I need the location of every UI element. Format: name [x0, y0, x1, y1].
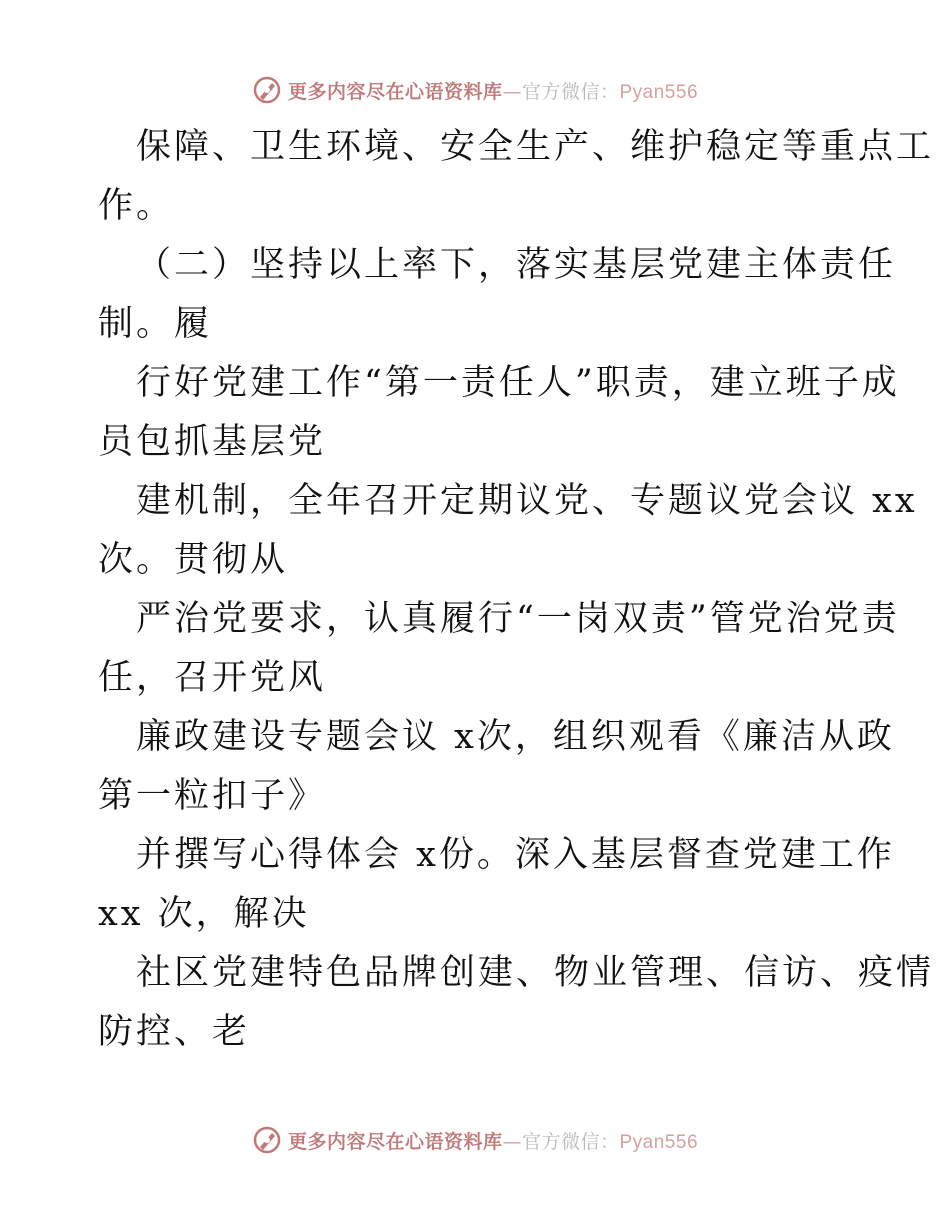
paragraph-line: 防控、老: [98, 1012, 251, 1052]
watermark-separator: —: [502, 80, 522, 103]
paragraph-line: 次。贯彻从: [98, 540, 289, 580]
paragraph-line: 行好党建工作“第一责任人”职责，建立班子成: [136, 363, 900, 403]
paragraph-line: 任，召开党风: [98, 658, 327, 698]
paragraph-line: 廉政建设专题会议 x次，组织观看《廉洁从政: [136, 717, 895, 757]
paragraph-line: 严治党要求，认真履行“一岗双责”管党治党责: [136, 599, 900, 639]
watermark-brand: 更多内容尽在心语资料库: [287, 80, 503, 103]
paragraph-line: （二）坚持以上率下，落实基层党建主体责任: [136, 245, 897, 285]
paragraph-line: 作。: [98, 186, 175, 226]
paragraph-line: 制。履: [98, 304, 213, 344]
paragraph-line: 并撰写心得体会 x份。深入基层督查党建工作: [136, 835, 895, 875]
watermark-separator: —: [502, 1130, 522, 1153]
header-watermark: [0, 72, 950, 108]
pen-logo-icon: [252, 75, 282, 105]
pen-logo-icon: [252, 1125, 282, 1155]
watermark-official-label: 官方微信：: [521, 1130, 620, 1153]
footer-watermark: [0, 1122, 950, 1158]
paragraph-line: 社区党建特色品牌创建、物业管理、信访、疫情: [136, 953, 935, 993]
watermark-wechat-id: Pyan556: [619, 1131, 699, 1153]
watermark-wechat-id: Pyan556: [619, 81, 699, 103]
watermark-text: [288, 1127, 698, 1154]
paragraph-line: 建机制，全年召开定期议党、专题议党会议 xx: [136, 481, 918, 521]
paragraph-line: 第一粒扣子》: [98, 776, 327, 816]
paragraph-line: 保障、卫生环境、安全生产、维护稳定等重点工: [136, 127, 935, 167]
paragraph-line: 员包抓基层党: [98, 422, 327, 462]
watermark-text: [288, 77, 698, 104]
watermark-official-label: 官方微信：: [521, 80, 620, 103]
watermark-brand: 更多内容尽在心语资料库: [287, 1130, 503, 1153]
paragraph-line: xx 次，解决: [98, 894, 310, 934]
document-body: [98, 118, 935, 1062]
